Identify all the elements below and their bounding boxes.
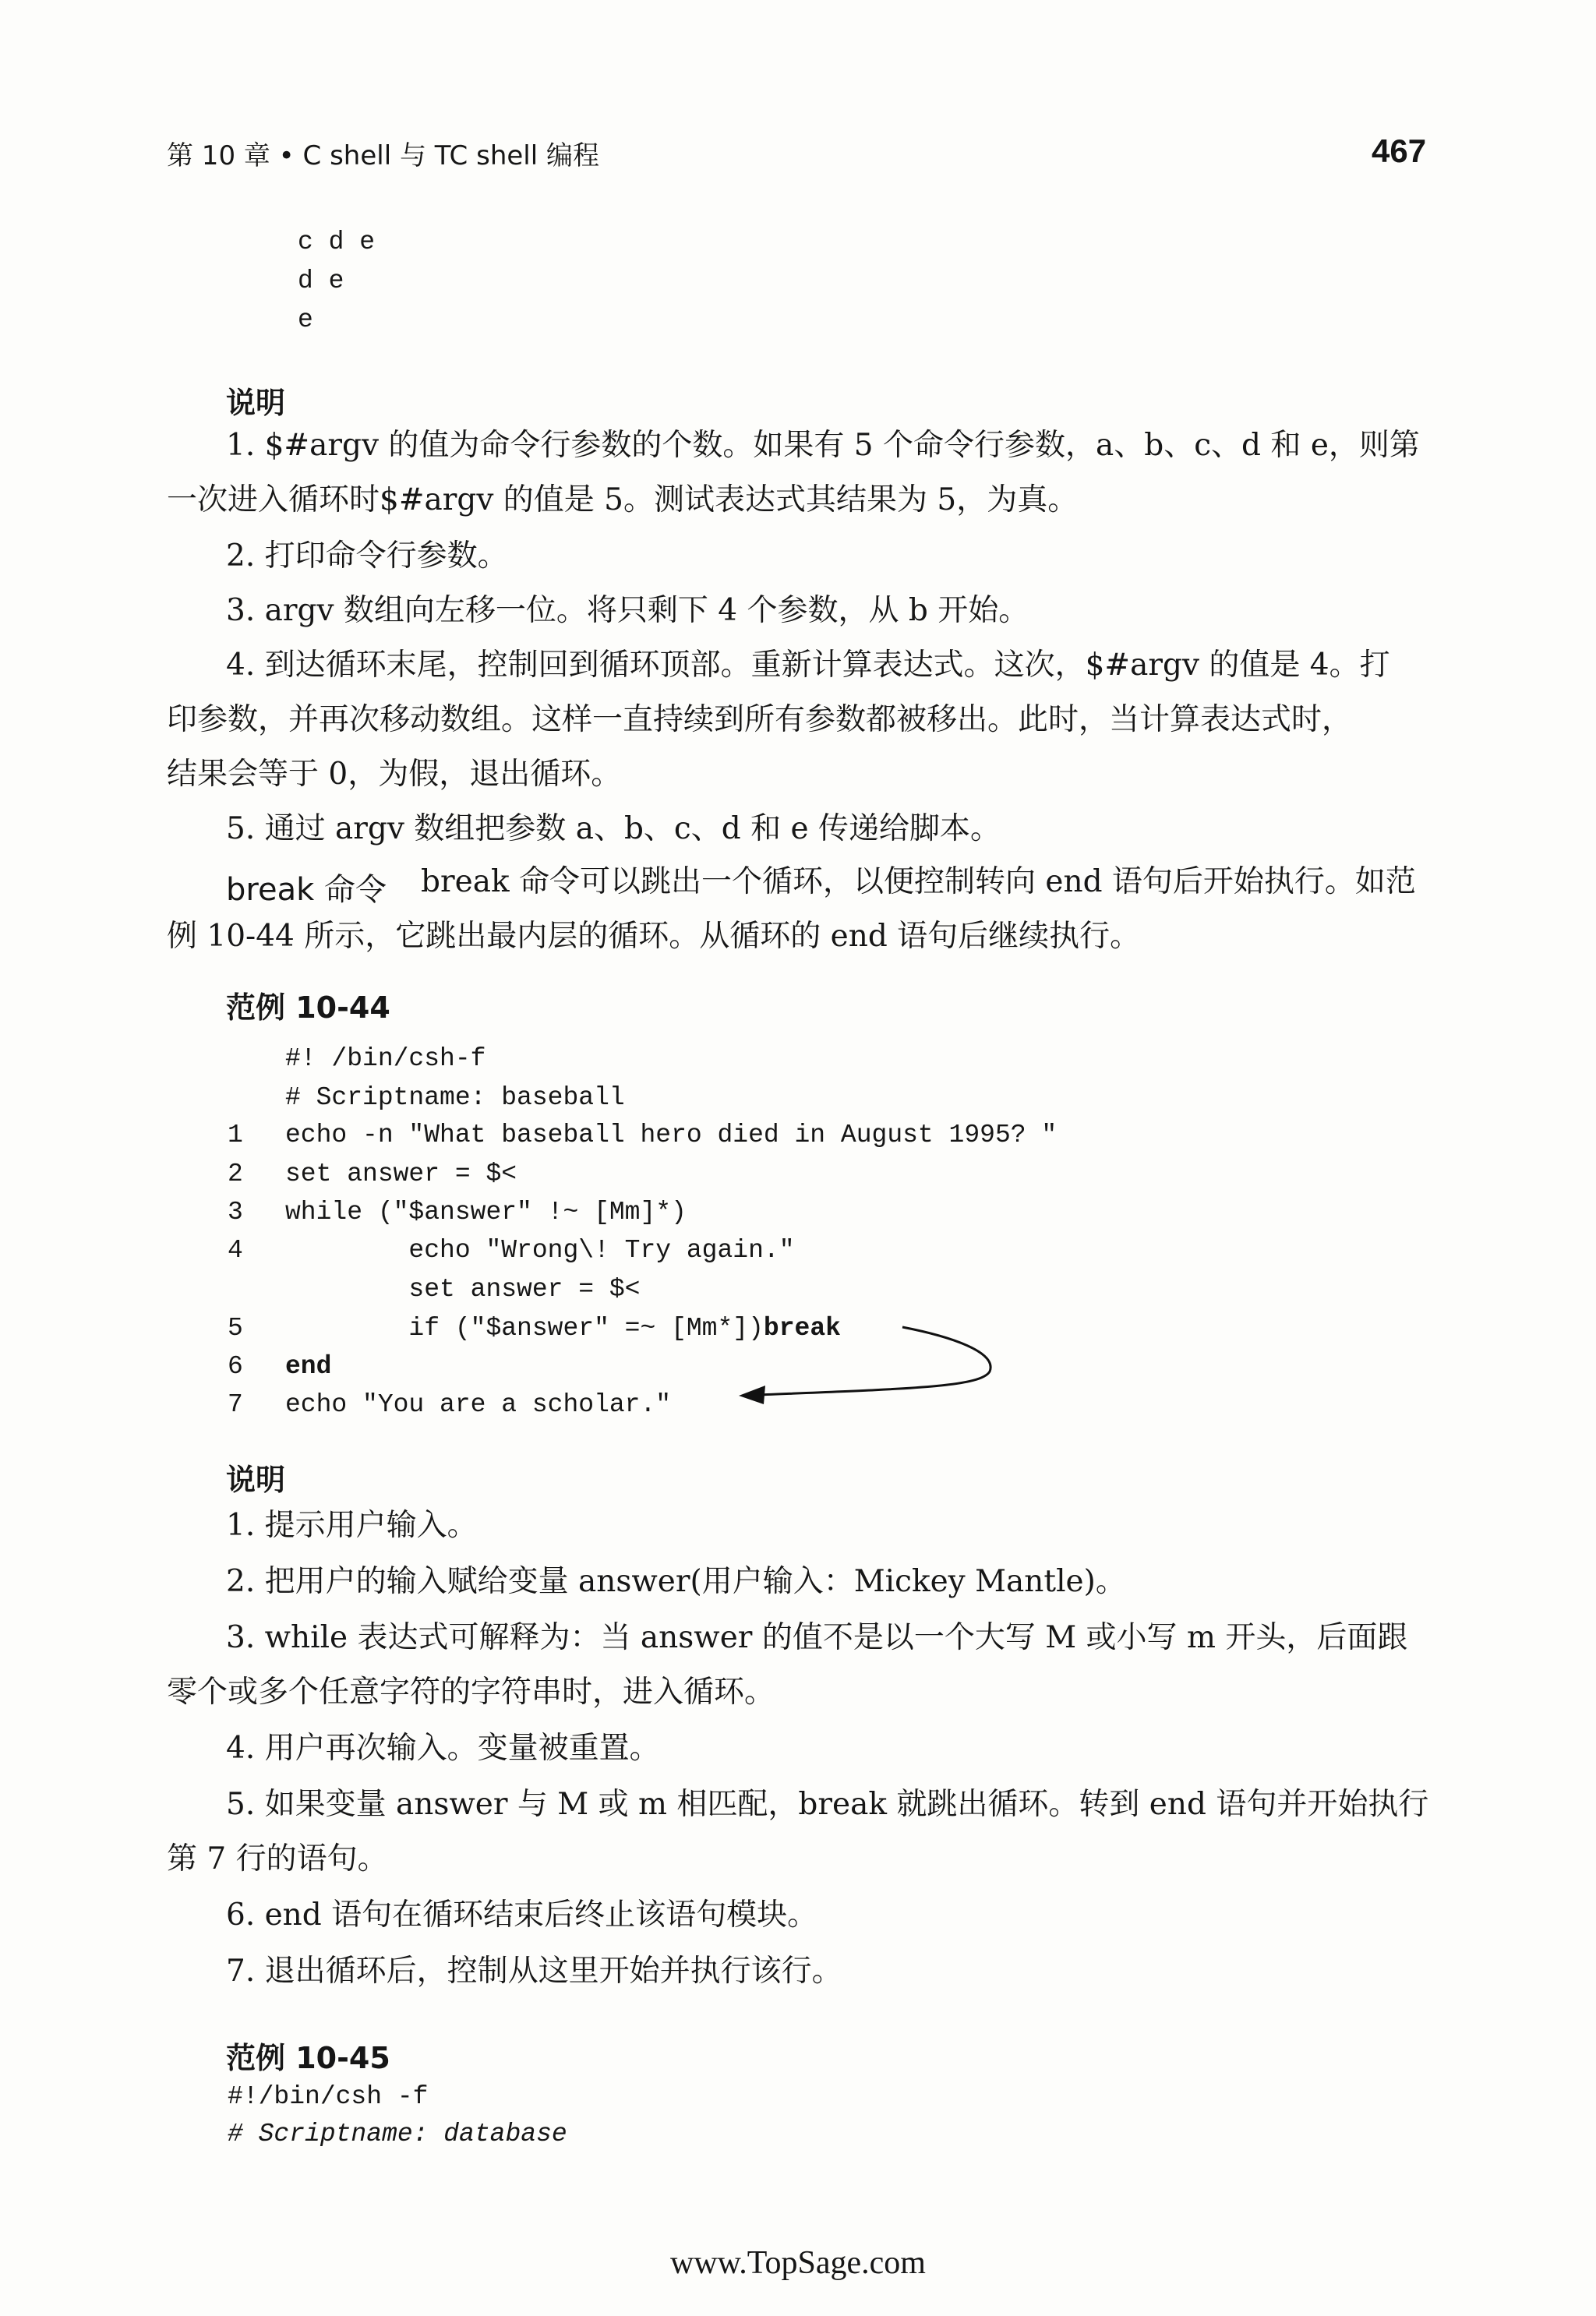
code-line: # Scriptname: baseball <box>285 1083 625 1112</box>
output-line: c d e <box>298 228 376 256</box>
example-heading: 范例 10-44 <box>226 990 390 1025</box>
output-line: d e <box>298 267 344 295</box>
paragraph-line: 零个或多个任意字符的字符串时，进入循环。 <box>167 1675 775 1710</box>
line-number: 1 <box>228 1121 243 1149</box>
flow-arrow <box>733 1309 1013 1403</box>
paragraph-line: 5. 通过 argv 数组把参数 a、b、c、d 和 e 传递给脚本。 <box>226 811 1001 846</box>
code-keyword: end <box>285 1352 332 1381</box>
paragraph-line: 3. while 表达式可解释为：当 answer 的值不是以一个大写 M 或小写 m 开头，后面跟 <box>226 1620 1408 1655</box>
paragraph-line: 2. 把用户的输入赋给变量 answer(用户输入：Mickey Mantle)。 <box>226 1564 1126 1599</box>
code-line: set answer = $< <box>285 1275 641 1304</box>
paragraph-line: 6. end 语句在循环结束后终止该语句模块。 <box>226 1898 818 1933</box>
example-heading: 范例 10-45 <box>226 2041 390 2075</box>
paragraph-line: 4. 到达循环末尾，控制回到循环顶部。重新计算表达式。这次，$#argv 的值是 4。打 <box>226 648 1390 683</box>
line-number: 2 <box>228 1160 243 1188</box>
paragraph-line: 结果会等于 0，为假，退出循环。 <box>167 757 622 792</box>
code-line: #! /bin/csh-f <box>285 1044 486 1073</box>
paragraph-line: 2. 打印命令行参数。 <box>226 538 508 574</box>
paragraph-line: 第 7 行的语句。 <box>167 1841 388 1876</box>
paragraph-line: 3. argv 数组向左移一位。将只剩下 4 个参数，从 b 开始。 <box>226 593 1029 628</box>
code-line: set answer = $< <box>285 1160 517 1188</box>
paragraph-line: 7. 退出循环后，控制从这里开始并执行该行。 <box>226 1954 842 1989</box>
line-number: 7 <box>228 1390 243 1419</box>
code-line: echo -n "What baseball hero died in August 1995? " <box>285 1121 1058 1149</box>
paragraph-line: 例 10-44 所示，它跳出最内层的循环。从循环的 end 语句后继续执行。 <box>167 919 1141 954</box>
code-line: #!/bin/csh -f <box>228 2082 429 2111</box>
footer-url: www.TopSage.com <box>670 2245 926 2281</box>
code-line: echo "You are a scholar." <box>285 1390 672 1419</box>
break-term: break 命令 <box>226 872 387 908</box>
line-number: 6 <box>228 1352 243 1381</box>
paragraph-line: 印参数，并再次移动数组。这样一直持续到所有参数都被移出。此时，当计算表达式时， <box>167 702 1353 737</box>
paragraph-line: 4. 用户再次输入。变量被重置。 <box>226 1731 660 1766</box>
code-line: while ("$answer" !~ [Mm]*) <box>285 1198 687 1227</box>
output-line: e <box>298 305 313 334</box>
paragraph-line: 一次进入循环时$#argv 的值是 5。测试表达式其结果为 5，为真。 <box>167 482 1079 517</box>
code-comment: # Scriptname: database <box>228 2120 567 2148</box>
paragraph-line: 1. $#argv 的值为命令行参数的个数。如果有 5 个命令行参数，a、b、c、d 和 e，则第 <box>226 428 1420 463</box>
section-heading: 说明 <box>226 386 286 420</box>
code-line: echo "Wrong\! Try again." <box>285 1236 795 1265</box>
section-heading: 说明 <box>226 1463 286 1497</box>
code-text: if ("$answer" =~ [Mm*]) <box>285 1314 764 1343</box>
line-number: 4 <box>228 1236 243 1265</box>
page-number: 467 <box>1372 132 1427 169</box>
paragraph-line: 1. 提示用户输入。 <box>226 1508 478 1543</box>
paragraph-line: break 命令可以跳出一个循环，以便控制转向 end 语句后开始执行。如范 <box>421 864 1416 899</box>
chapter-header: 第 10 章 • C shell 与 TC shell 编程 <box>167 140 599 171</box>
paragraph-line: 5. 如果变量 answer 与 M 或 m 相匹配，break 就跳出循环。转到 end 语句并开始执行 <box>226 1787 1429 1822</box>
code-keyword: break <box>763 1314 841 1343</box>
line-number: 3 <box>228 1198 243 1227</box>
line-number: 5 <box>228 1314 243 1343</box>
